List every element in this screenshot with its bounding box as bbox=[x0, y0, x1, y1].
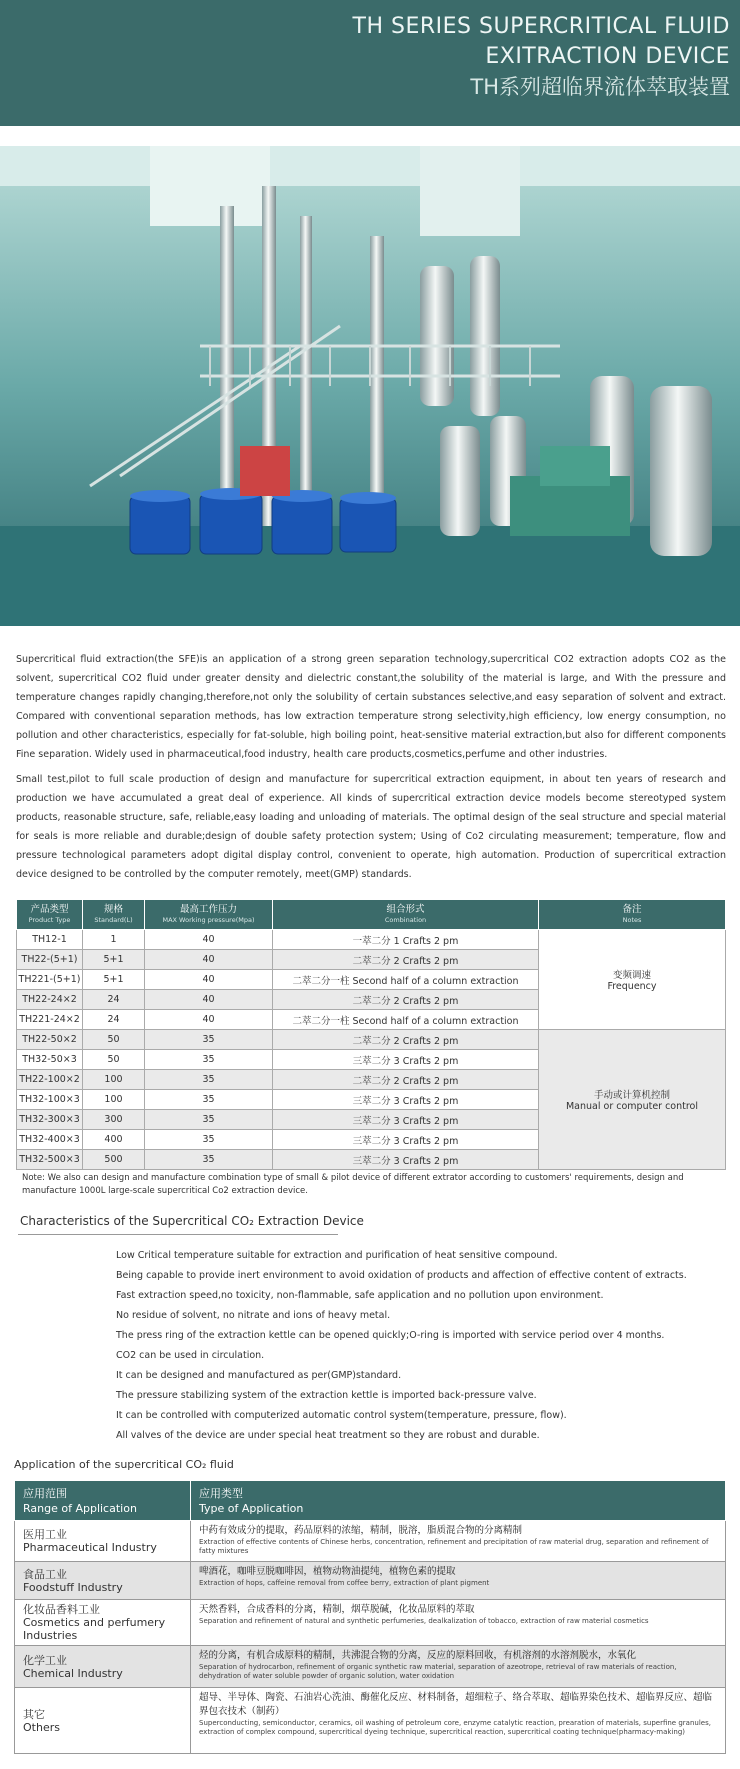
list-item: CO2 can be used in circulation. bbox=[116, 1350, 265, 1361]
table-row: TH22-100×2 100 35 二萃二分 2 Crafts 2 pm bbox=[17, 1070, 726, 1090]
table-row: 化学工业 Chemical Industry 烃的分离，有机合成原料的精制，共沸混合物的分离，反应的原料回收，有机溶剂的水溶剂脱水，水氧化 Separation of hydrocarbon, refinement of organic synthetic raw material, separation of azeotrope, retrieval of raw materials of reaction, dehydration of water soluble powder of organic solution, water oxidation bbox=[15, 1646, 726, 1688]
factory-illustration bbox=[0, 146, 740, 626]
title-chinese: TH系列超临界流体萃取装置 bbox=[470, 75, 730, 99]
list-item: It can be controlled with computerized automatic control system(temperature, pressure, flow). bbox=[116, 1410, 567, 1421]
table-row: 医用工业 Pharmaceutical Industry 中药有效成分的提取，药品原料的浓缩，精制，脱溶，脂质混合物的分离精制 Extraction of effective contents of Chinese herbs, concentration, refinement and precipitation of raw material drug, separation and refinement of fatty mixtures bbox=[15, 1521, 726, 1562]
table-row: 其它 Others 超导、半导体、陶瓷、石油岩心洗油、酶催化反应、材料制备，超细粒子、络合萃取、超临界染色技术、超临界反应、超临界包衣技术（制药） Superconducting, semiconductor, ceramics, oil washing of petroleum core, enzyme catalytic reaction, prearation of materials, superfine granules, extraction of complex compound, supercritical dyeing technique, supercritical reaction, supercritical coating technique(pharmacy-making) bbox=[15, 1688, 726, 1754]
spec-header-standard: 规格 Standard(L) bbox=[83, 900, 145, 930]
spec-header-notes: 备注 Notes bbox=[539, 900, 726, 930]
table-row: TH32-50×3 50 35 三萃二分 3 Crafts 2 pm bbox=[17, 1050, 726, 1070]
table-note: Note: We also can design and manufacture combination type of small & pilot device of different extrator according to customers' requirements, design and manufacture 1000L large-scale supercritical Co2 extraction device. bbox=[22, 1173, 684, 1196]
list-item: The pressure stabilizing system of the extraction kettle is imported back-pressure valve. bbox=[116, 1390, 537, 1401]
table-row: TH32-400×3 400 35 三萃二分 3 Crafts 2 pm bbox=[17, 1130, 726, 1150]
table-row: TH221-(5+1) 5+1 40 二萃二分一柱 Second half of a column extraction bbox=[17, 970, 726, 990]
app-header-range: 应用范围 Range of Application bbox=[15, 1481, 191, 1521]
page-header bbox=[0, 0, 740, 126]
table-row: TH22-24×2 24 40 二萃二分 2 Crafts 2 pm bbox=[17, 990, 726, 1010]
table-row: TH32-300×3 300 35 三萃二分 3 Crafts 2 pm bbox=[17, 1110, 726, 1130]
list-item: Being capable to provide inert environment to avoid oxidation of products and affection of effective content of extracts. bbox=[116, 1270, 687, 1281]
spec-header-type: 产品类型 Product Type bbox=[17, 900, 83, 930]
application-title: Application of the supercritical CO₂ fluid bbox=[14, 1458, 234, 1471]
list-item: No residue of solvent, no nitrate and ions of heavy metal. bbox=[116, 1310, 391, 1321]
list-item: It can be designed and manufactured as per(GMP)standard. bbox=[116, 1370, 402, 1381]
factory-photo bbox=[0, 146, 740, 626]
note-control: 手动或计算机控制 Manual or computer control bbox=[539, 1030, 726, 1170]
app-header-type: 应用类型 Type of Application bbox=[191, 1481, 726, 1521]
divider bbox=[18, 1234, 338, 1235]
table-row: 化妆品香料工业 Cosmetics and perfumery Industries 天然香料，合成香料的分离，精制，烟草脱碱，化妆品原料的萃取 Separation and refinement of natural and synthetic perfumeries, dealkalization of tobacco, extraction of raw material cosmetics bbox=[15, 1600, 726, 1646]
title-line-1: TH SERIES SUPERCRITICAL FLUID bbox=[352, 14, 730, 39]
list-item: All valves of the device are under special heat treatment so they are robust and durable. bbox=[116, 1430, 540, 1441]
title-line-2: EXITRACTION DEVICE bbox=[485, 44, 730, 69]
table-row: TH22-50×2 50 35 二萃二分 2 Crafts 2 pm 手动或计算机控制 Manual or computer control bbox=[17, 1030, 726, 1050]
spec-table bbox=[16, 899, 726, 1170]
table-row: TH22-(5+1) 5+1 40 二萃二分 2 Crafts 2 pm bbox=[17, 950, 726, 970]
table-row: TH32-500×3 500 35 三萃二分 3 Crafts 2 pm bbox=[17, 1150, 726, 1170]
table-row: TH221-24×2 24 40 二萃二分一柱 Second half of a column extraction bbox=[17, 1010, 726, 1030]
table-row: 食品工业 Foodstuff Industry 啤酒花，咖啡豆脱咖啡因，植物动物油提纯，植物色素的提取 Extraction of hops, caffeine removal from coffee berry, extraction of plant pigment bbox=[15, 1562, 726, 1600]
list-item: Fast extraction speed,no toxicity, non-flammable, safe application and no pollution upon environment. bbox=[116, 1290, 604, 1301]
characteristics-list bbox=[116, 1246, 716, 1446]
table-row: TH12-1 1 40 一萃二分 1 Crafts 2 pm 变频调速 Frequency bbox=[17, 930, 726, 950]
list-item: The press ring of the extraction kettle can be opened quickly;O-ring is imported with service period over 4 months. bbox=[116, 1330, 665, 1341]
characteristics-title: Characteristics of the Supercritical CO₂ Extraction Device bbox=[20, 1214, 364, 1228]
intro-paragraph-2: Small test,pilot to full scale production of design and manufacture for supercritical extraction equipment, in about ten years of research and production we have accumulated a great deal of experience. All kinds of supercritical extraction device models become stereotyped system products, reasonable structure, safe, reliable,easy loading and unloading of materials. The optimal design of the seal structure and special material for seals is more reliable and durable;design of double safety protection system; Using of Co2 circulating measurement; temperature, flow and pressure technological parameters adopt digital display control, convenient to operate, high automation. Production of supercritical extraction device designed to be controlled by the computer remotely, meet(GMP) standards. bbox=[16, 774, 726, 880]
note-frequency: 变频调速 Frequency bbox=[539, 930, 726, 1030]
intro-paragraph-1: Supercritical fluid extraction(the SFE)is an application of a strong green separation technology,supercritical CO2 extraction adopts CO2 as the solvent, supercritical CO2 fluid under greater density and dielectric constant,the solubility of the material is large, and With the pressure and temperature changes rapidly changing,therefore,not only the solubility of certain substances selective,and easy separation of solvent and extract. Compared with conventional separation methods, has low extraction temperature strong selectivity,high efficiency, low energy consumption, no pollution and other characteristics, especially for fat-soluble, high boiling point, heat-sensitive material extraction,but also for different components Fine separation. Widely used in pharmaceutical,food industry, health care products,cosmetics,perfume and other industries. bbox=[16, 654, 726, 760]
application-table bbox=[14, 1480, 726, 1754]
spec-header-combination: 组合形式 Combination bbox=[273, 900, 539, 930]
spec-header-pressure: 最高工作压力 MAX Working pressure(Mpa) bbox=[145, 900, 273, 930]
table-row: TH32-100×3 100 35 三萃二分 3 Crafts 2 pm bbox=[17, 1090, 726, 1110]
list-item: Low Critical temperature suitable for extraction and purification of heat sensitive compound. bbox=[116, 1250, 558, 1261]
